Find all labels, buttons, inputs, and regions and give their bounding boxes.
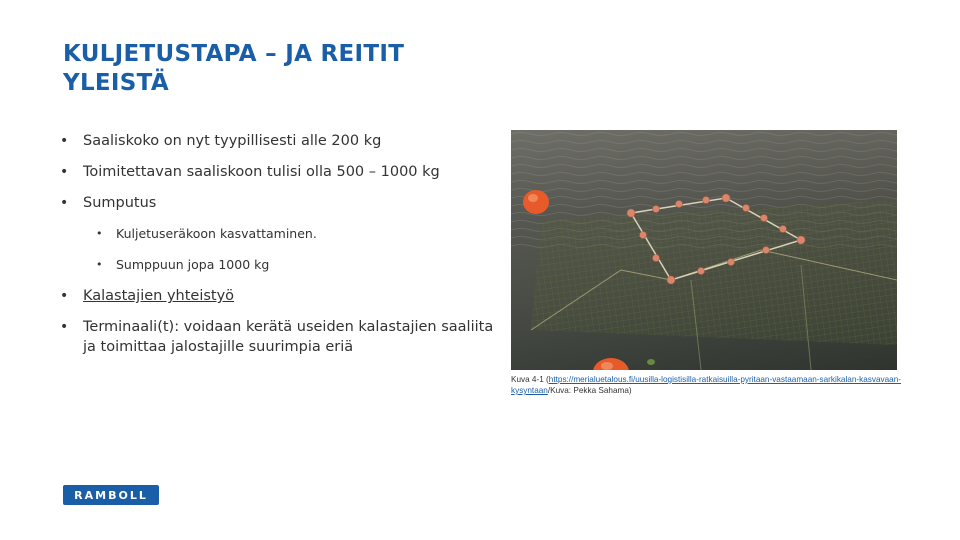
bullet-item: • Saaliskoko on nyt tyypillisesti alle 200 kg	[60, 131, 500, 151]
logo-text: RAMBOLL	[74, 488, 148, 502]
bullet-list	[60, 131, 500, 368]
cooperation-link[interactable]: Kalastajien yhteistyö	[83, 288, 235, 304]
ramboll-logo	[63, 485, 159, 505]
title-line-1: KULJETUSTAPA – JA REITIT	[63, 41, 405, 67]
caption-suffix: /Kuva: Pekka Sahama)	[547, 386, 632, 395]
image-caption	[511, 374, 903, 396]
title-line-2: YLEISTÄ	[63, 70, 169, 96]
slide-title	[63, 40, 483, 98]
fish-net-photo	[511, 130, 897, 370]
bullet-item: • Terminaali(t): voidaan kerätä useiden kalastajien saaliita ja toimittaa jalostajille suurimpia eriä	[60, 317, 500, 357]
bullet-item-link[interactable]	[60, 286, 500, 306]
caption-link[interactable]: https://merialuetalous.fi/uusilla-logistisilla-ratkaisuilla-pyritaan-vastaamaan-sarkikalan-kasvavaan-kysyntaan	[511, 375, 901, 395]
caption-prefix: Kuva 4-1 (	[511, 375, 549, 384]
bullet-item: • Toimitettavan saaliskoon tulisi olla 500 – 1000 kg	[60, 162, 500, 182]
sub-bullet-item: • Kuljetuseräkoon kasvattaminen.	[96, 224, 500, 244]
sub-bullet-item: • Sumppuun jopa 1000 kg	[96, 255, 500, 275]
bullet-item: • Sumputus	[60, 193, 500, 213]
